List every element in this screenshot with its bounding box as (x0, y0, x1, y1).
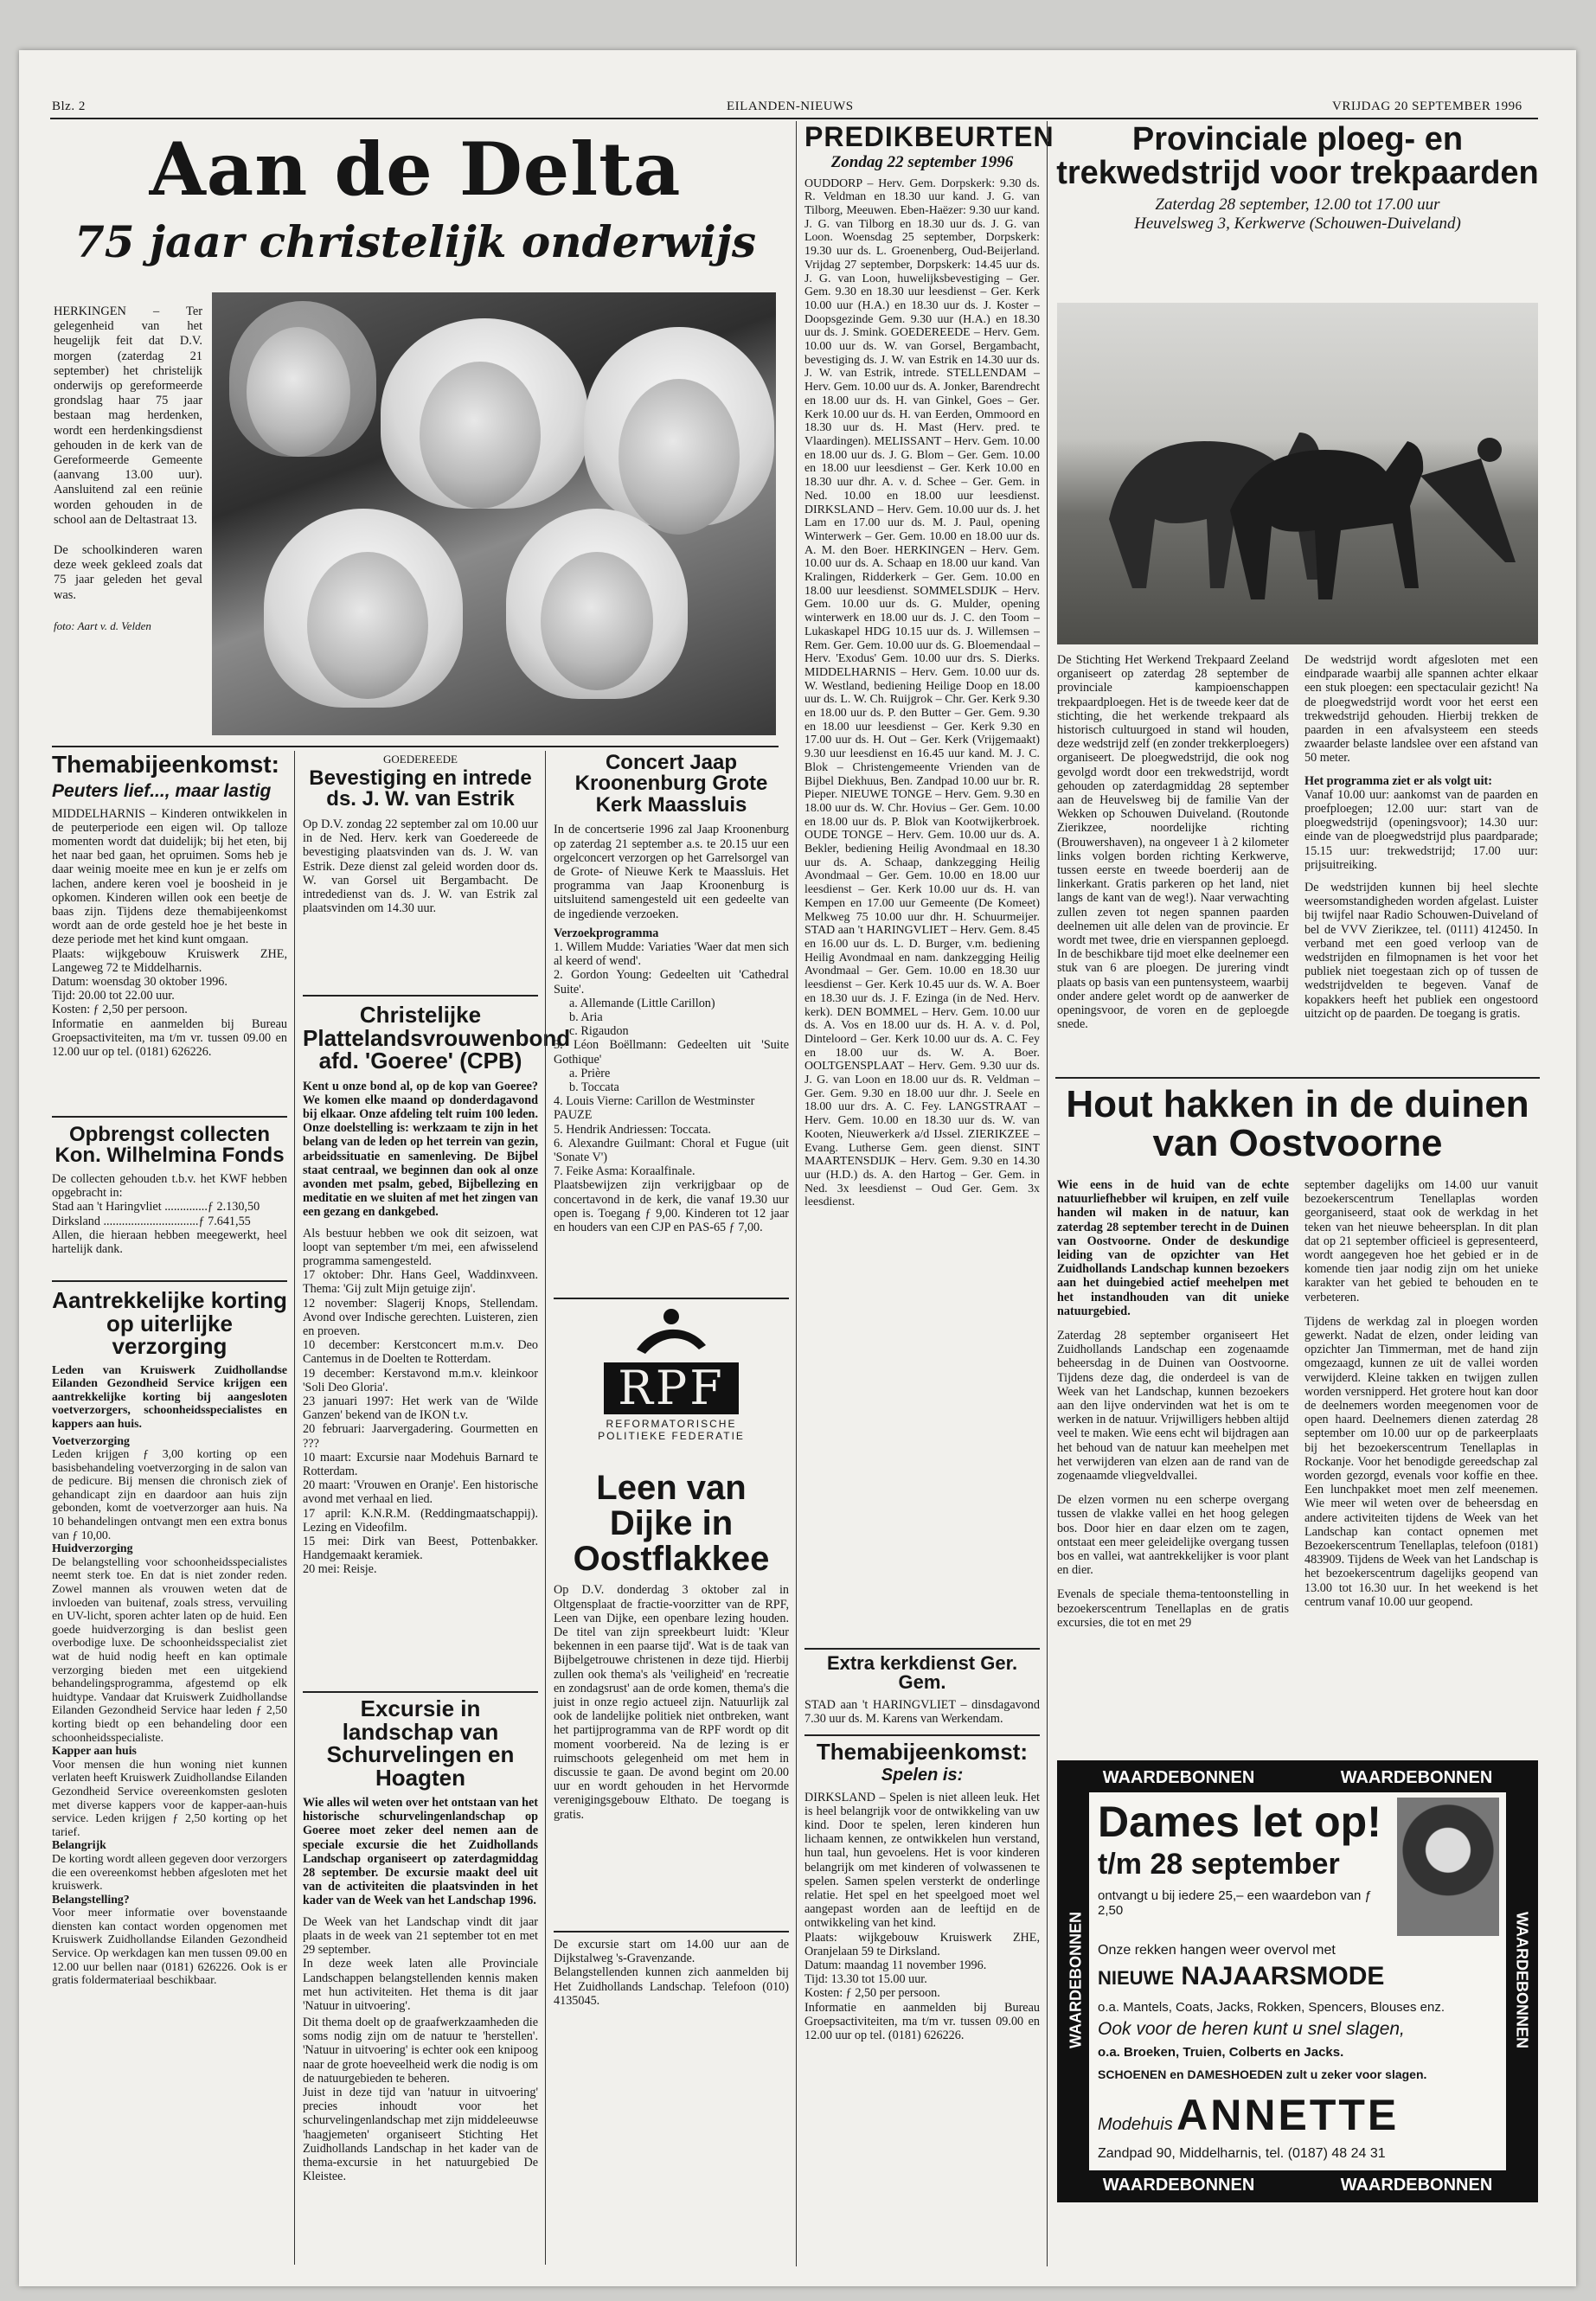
leen-body: Op D.V. donderdag 3 oktober zal in Oltgensplaat de fractie-voorzitter van de RPF, Leen van Dijke, een openbare lezing houden. De titel van zijn spreekbeurt luidt: 'Kleur bekennen in een paarse tijd'. Wat is de taak van Bijbelgetrouwe christenen in deze tijd. Hierbij zullen ook thema's als 'veiligheid' en 'recreatie en zondagsrust' aan de orde komen, thema's die juist in onze regio actueel zijn. Natuurlijk zal ook de landelijke politiek niet ontbreken, want het partijprogramma van de RPF wordt op dit moment voorbereid. Na de lezing is er ruimschoots gelegenheid om met hem in discussie te gaan. De avond begint om 20.00 uur en wordt gehouden in het Hervormde verenigingsgebouw Elthato. De toegang is gratis. (554, 1583, 789, 1822)
predikbeurten-date: Zondag 22 september 1996 (830, 152, 1014, 171)
kroonenburg-programme (554, 940, 789, 1178)
kroonenburg-programme-item: a. Allemande (Little Carillon) (569, 996, 715, 1010)
schoolchildren-photo (212, 292, 776, 735)
ad-bottom-band (1060, 2170, 1535, 2200)
photo-credit: foto: Aart v. d. Velden (54, 619, 151, 632)
thema1-article (52, 753, 287, 1059)
kroonenburg-programme-item: 2. Gordon Young: Gedeelten uit 'Cathedral Suite'. (554, 968, 789, 997)
ad-top-band (1060, 1763, 1535, 1792)
ad-line-2: Onze rekken hangen weer overvol met (1098, 1943, 1336, 1958)
thema1-datum: Datum: woensdag 30 oktober 1996. (52, 974, 228, 989)
ploeg-title: Provinciale ploeg- en trekwedstrijd voor trekpaarden (1056, 121, 1539, 191)
ad-woman-photo (1397, 1798, 1499, 1936)
rpf-logo-block (554, 1306, 789, 1462)
extra-title: Extra kerkdienst Ger. Gem. (826, 1652, 1018, 1694)
thema2-subtitle: Spelen is: (881, 1765, 964, 1785)
korting-t-belangrijk: De korting wordt alleen gegeven door verzorgers die een overeenkomst hebben afgesloten met het kruiswerk. (52, 1851, 287, 1893)
thema2-title: Themabijeenkomst: (816, 1739, 1029, 1765)
thema1-intro: MIDDELHARNIS – Kinderen ontwikkelen in de peuterperiode een eigen wil. Op talloze momenten wordt dat duidelijk; bij het eten, bij het naar bed gaan, het opruimen. Soms heb je daar weinig moeite mee en kun je er zelfs om lachen, andere keren voel je boosheid in je opkomen. Kinderen willen ook een beetje de baas zijn. Tijdens deze themabijeenkomst wordt aan de orde gesteld hoe je het beste in deze periode met het kind kunt omgaan. (52, 806, 287, 947)
hout-title: Hout hakken in de duinen van Oostvoorne (1066, 1083, 1529, 1164)
excursie-p6: Belangstellenden kunnen zich aanmelden bij Het Zuidhollands Landschap. Telefoon (010) 4135045. (554, 1965, 789, 2008)
ad-line-5: o.a. Broeken, Truien, Colberts en Jacks. (1098, 2045, 1344, 2060)
horses-ploughing-photo (1057, 303, 1538, 644)
delta-paragraph-2: De schoolkinderen waren deze week gekleed zoals dat 75 jaar geleden het geval was. (54, 543, 202, 602)
rule-c2b (303, 1691, 538, 1693)
rule-c1a (52, 1116, 287, 1118)
excursie-p5: De excursie start om 14.00 uur aan de Dijkstalweg 's-Gravenzande. (554, 1938, 789, 1966)
kroonenburg-programme-item: 5. Hendrik Andriessen: Toccata. (554, 1122, 711, 1137)
plattelands-programme-item: 23 januari 1997: Het werk van de 'Wilde Ganzen' bekend van de IKON t.v. (303, 1394, 538, 1423)
hout-p4: september dagelijks om 14.00 uur vanuit bezoekerscentrum Tenellaplas worden georganiseerd, staat ook de werkdag in het teken van het nieuwe beheersplan. In dit plan dat op 21 september officieel is gepresenteerd, wordt aangegeven hoe het gebied er in de komende tien jaar nodig zijn om het unieke karakter van het gebied te behouden en te verbeteren. (1304, 1178, 1538, 1304)
plattelands-body (303, 1080, 538, 1577)
excursie-continued-1 (303, 2016, 538, 2183)
predikbeurten-text: OUDDORP – Herv. Gem. Dorpskerk: 9.30 ds. R. Veldman en 18.30 uur kand. J. G. van Tilborg, Meeuwen. Eben-Haëzer: 9.30 uur kand. J. G. van Tilborg en 18.30 uur ds. J. G. van Loon. Woensdag 25 september, Dorpskerk: 19.30 uur ds. L. Groenenberg, Oud-Beijerland. Vrijdag 27 september, Dorpskerk: 14.45 uur ds. J. G. van Loon, huwelijksbevestiging – Ger. Gem. 9.30 en 18.30 uur leesdienst – Ger. Kerk 10.00 uur (H.A.) en 18.30 uur ds. J. Koster – Doopsgezinde Gem. 9.30 uur (H.A.) en 18.30 uur ds. J. Smink. GOEDEREEDE – Herv. Gem. 10.00 uur ds. W. van Gorsel, Bergambacht, bevestiging ds. J. W. van Estrik en 14.30 uur ds. J. W. van Estrik, intrede. STELLENDAM – Herv. Gem. 10.00 uur ds. A. Jonker, Barendrecht en 18.00 uur ds. H. van Ginkel, Goes – Ger. Kerk 10.00 uur ds. H. van Eerden, Ommoord en 18.30 uur ds. H. Mast (Herv. pred. te Vlaardingen). MELISSANT – Herv. Gem. 10.00 en 18.00 uur ds. J. G. Blom – Ger. Gem. 10.00 en 18.00 uur leesdienst – Ger. Kerk 10.00 en 18.30 uur dhr. A. v. d. Schee – Ger. Gem. in Ned. 10.00 en 18.00 uur leesdienst. DIRKSLAND – Herv. Gem. 10.00 uur ds. J. het Lam en 17.00 uur ds. M. J. Paul, opening Winterwerk – Ger. Gem. 10.00 en 18.00 uur ds. A. M. den Boer. HERKINGEN – Herv. Gem. 10.00 uur ds. A. Schaap en 18.00 uur kand. Van Kralingen, Ridderkerk – Ger. Gem. 10.00 en 18.00 uur leesdienst. SOMMELSDIJK – Herv. Gem. 10.00 uur ds. G. Mulder, opening winterwerk en 18.00 uur ds. J. C. den Toom – Lukaskapel HDG 10.15 uur ds. J. Willemsen – Rem. Ger. Gem. 10.00 uur ds. G. Bloemendaal – Herv. 'Exodus' Gem. 10.00 uur drs. S. Dierks. MIDDELHARNIS – Herv. Gem. 10.00 uur ds. W. Westland, bediening Heilige Doop en 18.00 uur ds. L. W. Ch. Ruijgrok – Chr. Ger. Kerk 9.30 en 18.00 uur ds. P. den Butter – Ger. Gem. 9.30 en 18.00 uur leesdienst – Ger. Kerk 9.30 en 17.00 uur ds. H. Out – Ger. Kerk (Vrijgemaakt) 9.30 uur leesdienst en 16.45 uur kand. M. J. C. Blok – Christengemeente Vrienden van de Bijbel Diekhuus, Ben. Zandpad 10.00 uur br. R. Pieper. NIEUWE TONGE – Herv. Gem. 9.30 en 18.00 uur ds. W. Chr. Hovius – Ger. Gem. 10.00 en 18.00 uur ds. P. Blok van Kootwijkerbroek. OUDE TONGE – Herv. Gem. 10.00 uur ds. A. Bekler, bediening Heilig Avondmaal en 18.30 uur ds. A. Schaap, dankzegging Heilig Avondmaal – Ger. Gem. 10.00 en 18.00 uur leesdienst – Ger. Kerk 10.00 uur ds. H. van Kempen en 17.00 uur Gemeente (De Komeet) Melkweg 75 10.00 uur dhr. H. Schuurmeijer. STAD aan 't HARINGVLIET – Herv. Gem. 8.45 en 16.00 uur ds. L. D. Burger, v.m. bediening Heilig Avondmaal en nam. dankzegging Heilig Avondmaal – Ger. Gem. 10.00 en 18.30 uur leesdienst – Ger. Kerk 10.45 uur ds. W. A. Boer en 18.30 uur ds. J. F. Ezinga (in de Ned. Herv. kerk). DEN BOMMEL – Herv. Gem. 10.00 uur ds. A. Vos en 18.00 uur ds. H. A. v. d. Pol, Dinteloord – Ger. Kerk 10.00 uur ds. A. C. Fey en 18.00 uur ds. W. A. Boer. OOLTGENSPLAAT – Herv. Gem. 9.30 uur ds. J. G. van Loon en 18.00 uur ds. R. Veldman – Ger. Gem. 9.30 en 18.00 uur dhr. J. Seele en 18.00 uur drs. A. C. Fey. LANGSTRAAT – Herv. Gem. 10.00 en 18.30 uur ds. W. van Kooten, Nieuwerkerk a/d IJssel. ZIERIKZEE – Evang. Lutherse Gem. geen dienst. SINT MAARTENSDIJK – Herv. Gem. 9.30 en 14.30 uur (H.D.) ds. A. den Hartog – Ger. Gem. in Ned. 3x leesdienst – Oud Ger. Gem. 3x leesdienst. (804, 176, 1040, 1209)
hout-p5: Tijdens de werkdag zal in ploegen worden gewerkt. Nadat de elzen, onder leiding van opzichter Jan Timmerman, met de hand zijn omgezaagd, kunnen ze uit de vallei worden verwijderd. Kleine takken en twijgen zullen worden versnipperd. Het grotere hout kan door de deelnemers worden meegenomen voor de open haard. Deelnemers dienen zaterdag 28 september om 10.00 uur op de parkeerplaats bij het bezoekerscentrum Tenellaplas in Rockanje. Voor het benodigde gereedschap zal worden gezorgd, evenals voor koffie en thee. Een lunchpakket moet men zelf meenemen. Wie meer wil weten over de beheersdag en andere activiteiten tijdens de Week van het Landschap kan contact opnemen met Bezoekerscentrum Tenellaplas, telefoon (0181) 483909. Tijdens de Week van het Landschap is het bezoekerscentrum dagelijks geopend van 13.00 tot 16.30 uur. In het weekend is het centrum vanaf 10.00 uur geopend. (1304, 1314, 1538, 1609)
collecten-thanks: Allen, die hieraan hebben meegewerkt, heel hartelijk dank. (52, 1227, 287, 1256)
ad-until: t/m 28 september (1098, 1848, 1340, 1881)
plattelands-programme-item: 15 mei: Dirk van Beest, Pottenbakker. Handgemaakt keramiek. (303, 1535, 538, 1563)
rule-c4b (804, 1734, 1040, 1736)
ploeg-col-2 (1304, 653, 1538, 1021)
thema1-plaats: Plaats: wijkgebouw Kruiswerk ZHE, Langeweg 72 te Middelharnis. (52, 946, 287, 975)
hout-lead: Wie eens in de huid van de echte natuurliefhebber wil kruipen, en zelf vuile handen wil maken in de natuur, kan zaterdag 28 september terecht in de Duinen van Oostvoorne. Onder de deskundige leiding van de opzichter van Het Zuidhollands Landschap kunnen bezoekers aan het duingebied actief meehelpen met het instandhouden van dit unieke natuurgebied. (1057, 1178, 1289, 1318)
korting-t-interesse: Voor meer informatie over bovenstaande diensten kan contact worden opgenomen met Kruiswerk Zuidhollandse Eilanden Gezondheid Service. Op werkdagen kan men tussen 09.00 en 12.00 uur bellen naar (0181) 626226. Ook is er gratis foldermateriaal beschikbaar. (52, 1906, 287, 1987)
kroonenburg-programme-item: b. Aria (569, 1010, 603, 1025)
ploeg-programme: Vanaf 10.00 uur: aankomst van de paarden en proefploegen; 12.00 uur: start van de ploegwedstrijd (openingsvoor); 14.30 uur: einde van de ploegwedstrijd plus paardparade; 15.15 uur: trekwedstrijd; 17.00 uur: prijsuitreiking. (1304, 787, 1538, 872)
ad-najaarsmode (1098, 1962, 1504, 1991)
plattelands-programme-item: 20 mei: Reisje. (303, 1562, 377, 1577)
excursie-continued-2 (554, 1938, 789, 2008)
ad-line-1: ontvangt u bij iedere 25,– een waardebon van ƒ 2,50 (1098, 1888, 1372, 1918)
kroonenburg-programme-item: 6. Alexandre Guilmant: Choral et Fugue (uit 'Sonate V') (554, 1136, 789, 1165)
kroonenburg-body (554, 823, 789, 1234)
plattelands-programme-item: 17 april: K.N.R.M. (Reddingmaatschappij). Lezing en Videofilm. (303, 1506, 538, 1535)
thema1-subtitle: Peuters lief..., maar lastig (52, 780, 272, 801)
kroonenburg-article (554, 753, 789, 1234)
paper-name: EILANDEN-NIEUWS (727, 99, 854, 113)
kroonenburg-programme-item: a. Prière (569, 1066, 611, 1080)
thema1-tijd: Tijd: 20.00 tot 22.00 uur. (52, 989, 175, 1003)
header-rule (50, 118, 1538, 119)
estrik-body: Op D.V. zondag 22 september zal om 10.00 uur in de Ned. Herv. kerk van Goedereede de bevestiging plaatsvinden van ds. J. W. van Estrik. Deze dienst zal geleid worden door ds. W. van Gorsel uit Bergambacht. De intrededienst van ds. J. W. van Estrik zal plaatsvinden om 14.30 uur. (303, 817, 538, 916)
ad-line-6: SCHOENEN en DAMESHOEDEN zult u zeker voor slagen. (1098, 2067, 1427, 2081)
collecten-article (52, 1125, 287, 1256)
delta-subtitle: 75 jaar christelijk onderwijs (74, 216, 757, 267)
korting-t-voet: Leden krijgen ƒ 3,00 korting op een basisbehandeling voetverzorging in de salon van de pedicure. Bij mensen die chronisch ziek of gehandicapt zijn en daardoor aan huis zijn gebonden, komt de voetverzorger aan huis. Na 10 behandelingen ontvangt men een extra bonus van ƒ 10,00. (52, 1447, 287, 1541)
kroonenburg-programme-item: 7. Feike Asma: Koraalfinale. (554, 1164, 695, 1179)
thema1-title: Themabijeenkomst: (52, 751, 279, 778)
thema1-kosten: Kosten: ƒ 2,50 per persoon. (52, 1003, 188, 1017)
plattelands-article (303, 1002, 571, 1577)
excursie-lead: Wie alles wil weten over het ontstaan van het historische schurvelingenlandschap op Goeree moet zeker deel nemen aan de speciale excursie die het Zuidhollands Landschap organiseert op zaterdagmiddag 28 september. De excursie maakt deel uit van de activiteiten die plaatsvinden in het kader van de Week van het Landschap 1996. (303, 1796, 538, 1908)
extra-article (804, 1654, 1040, 1726)
rule-c4a (804, 1648, 1040, 1650)
excursie-p1: De Week van het Landschap vindt dit jaar plaats in de week van 21 september tot en met 29 september. (303, 1914, 538, 1958)
col-rule-2 (545, 751, 546, 2265)
horses-icon (1057, 303, 1538, 644)
rpf-line-1: REFORMATORISCHE (606, 1418, 737, 1430)
thema2-info: Informatie en aanmelden bij Bureau Groepsactiviteiten, ma t/m vr. tussen 09.00 en 12.00 uur op tel. (0181) 626226. (804, 2000, 1040, 2042)
leen-article (554, 1471, 789, 1822)
predikbeurten-article (804, 121, 1054, 1209)
ad-band-label: WAARDEBONNEN (1102, 1768, 1255, 1787)
ad-nieuwe: NIEUWE (1098, 1967, 1174, 1989)
ploeg-programme-heading: Het programma ziet er als volgt uit: (1304, 773, 1492, 788)
kroonenburg-programme-item: c. Rigaudon (569, 1024, 629, 1039)
ad-band-label: WAARDEBONNEN (1340, 2176, 1493, 2195)
korting-h-interesse: Belangstelling? (52, 1892, 130, 1906)
collecten-intro: De collecten gehouden t.b.v. het KWF hebben opgebracht in: (52, 1171, 287, 1201)
hout-p2: De elzen vormen nu een scherpe overgang tussen de vlakke vallei en het hoog gelegen bos. Door hier en daar elzen om te zagen, ontstaat een meer geleidelijke overgang tussen bos en vallei, wat aantrekkelijker is voor plant en dier. (1057, 1493, 1289, 1578)
delta-text (54, 304, 202, 633)
korting-t-huid: De belangstelling voor schoonheidsspecialistes neemt sterk toe. En dat is niet zonder reden. Zowel mannen als vrouwen weten dat de invloeden van buitenaf, zoals stress, vervuiling en UV-licht, sporen achter laten op de huid. Een goede huidverzorging is dan beslist geen overbodige luxe. De schoonheidsspecialist ziet wat de huid nodig heeft en kan optimale verzorging bieden met een uitgekiend behandelingsprogramma, afgestemd op elk huidtype. Vandaar dat Kruiswerk Zuidhollandse Eilanden Gezondheid Service haar leden ƒ 2,50 korting biedt op een behandeling door een schoonheidsspecialiste. (52, 1554, 287, 1744)
estrik-title: Bevestiging en intrede ds. J. W. van Estrik (309, 766, 532, 811)
plattelands-programme-item: 19 december: Kerstavond m.m.v. kleinkoor 'Soli Deo Gloria'. (303, 1366, 538, 1394)
korting-h-huid: Huidverzorging (52, 1541, 133, 1555)
kroonenburg-programme-item: PAUZE (554, 1108, 593, 1123)
plattelands-programme-item: 20 maart: 'Vrouwen en Oranje'. Een historische avond met verhaal en lied. (303, 1478, 538, 1507)
plattelands-lead: Kent u onze bond al, op de kop van Goeree? We komen elke maand op donderdagavond bij elkaar. Onze afdeling telt ruim 100 leden. Onze doelstelling is: werkzaam te zijn in het belang van de leden op het terrein van gezin, arbeidssituatie en samenleving. De Bijbel staat centraal, we beginnen dan ook al onze avonden met psalm, gebed, Bijbellezing en meditatie en we sluiten af met het zingen van een gezang en dankgebed. (303, 1079, 538, 1220)
ad-brand (1098, 2090, 1504, 2140)
ad-left-band (1060, 1792, 1089, 2170)
issue-date: VRIJDAG 20 SEPTEMBER 1996 (1332, 99, 1522, 113)
hout-p3: Evenals de speciale thema-tentoonstelling in bezoekerscentrum Tenellaplas en de gratis excursies, die tot en met 29 (1057, 1587, 1289, 1630)
kroonenburg-title: Concert Jaap Kroonenburg Grote Kerk Maassluis (574, 751, 768, 817)
thema2-plaats: Plaats: wijkgebouw Kruiswerk ZHE, Oranjelaan 59 te Dirksland. (804, 1930, 1040, 1958)
korting-body (52, 1363, 287, 1987)
rule-c1b (52, 1280, 287, 1282)
ad-headline: Dames let op! (1098, 1798, 1381, 1846)
ploeg-col-1: De Stichting Het Werkend Trekpaard Zeeland organiseert op zaterdag 28 september de provinciale kampioenschappen trekpaardploegen. Het is de tweede keer dat de stichting, die het werkende trekpaard als historisch cultuurgoed in stand wil houden, deze wedstrijd zelf (en zonder trekkerploegers) organiseert. De ploegwedstrijd, die ook nog gevolgd wordt door een trekwedstrijd, wordt gehouden op zaterdagmiddag 28 september aan de Heuvelsweg bij de familie Van der Wekken op Schouwen Duiveland. (Routonde Zierikzee, noordelijke richting (Brouwershaven), na ongeveer 1 à 2 kilometer links volgen borden richting Kerkwerve, tussen eerste en tweede boerderij aan de linkerkant. Gratis parkeren op het land, niet langs de kant van de weg!). Naar verwachting zullen zeven tot negen spannen paarden deelnemen uit alle delen van de provincie. Er wordt met twee, drie en vierspannen geploegd. In de beschikbare tijd moet elke deelnemer een stuk van 6 are ploegen. De jurering vindt plaats op basis van een puntensysteem, waarbij onder andere gelet wordt op de aanwerker de openingsvoor, de voren en de geploegde snede. (1057, 653, 1289, 1032)
rule-c2a (303, 995, 538, 997)
col-rule-3 (796, 121, 797, 2266)
kroonenburg-programme-item: 1. Willem Mudde: Variaties 'Waer dat men sich al keerd of wend'. (554, 940, 789, 969)
ad-najaar: NAJAARSMODE (1181, 1962, 1385, 1990)
thema2-intro: DIRKSLAND – Spelen is niet alleen leuk. Het is heel belangrijk voor de ontwikkeling van uw kind. Door te spelen, leren kinderen hun lichaam kennen, ze ontwikkelen hun verstand, hun taal, hun gevoelens. Het is voor kinderen belangrijk om met kinderen of volwassenen te spelen. Samen spelen versterkt de onderlinge relatie. Het spel en het speelgoed moet wel aangepast worden aan de leeftijd en de ontwikkeling van het kind. (804, 1790, 1040, 1931)
page-number: Blz. 2 (52, 99, 86, 113)
korting-h-voet: Voetverzorging (52, 1433, 130, 1447)
leen-title: Leen van Dijke in Oostflakkee (573, 1469, 770, 1578)
ad-line-3: o.a. Mantels, Coats, Jacks, Rokken, Spencers, Blouses enz. (1098, 2000, 1445, 2015)
plattelands-programme-item: 20 februari: Jaarvergadering. Gourmetten en ??? (303, 1422, 538, 1451)
col-rule-4 (1047, 121, 1048, 2266)
plattelands-programme-item: 17 oktober: Dhr. Hans Geel, Waddinxveen. Thema: 'Gij zult Mijn getuige zijn'. (303, 1268, 538, 1297)
hout-col-1 (1057, 1178, 1289, 1630)
ploeg-col2-intro: De wedstrijd wordt afgesloten met een eindparade waarbij alle spannen achter elkaar een stuk ploegen: een spectaculair gezicht! Na de ploegwedstrijd wordt voor het eerst een trekwedstrijd gehouden. Hierbij trekken de paarden in een afvalsysteem een steeds zwaarder belaste landslee over een afstand van 50 meter. (1304, 653, 1538, 766)
thema2-tijd: Tijd: 13.30 tot 15.00 uur. (804, 1972, 927, 1987)
kroonenburg-intro: In de concertserie 1996 zal Jaap Kroonenburg op zaterdag 21 september a.s. te 20.15 uur een orgelconcert verzorgen op het Garrelsorgel van de Grote- of Nieuwe Kerk te Maassluis. Het programma van Jaap Kroonenburg is uitsluitend samengesteld uit een gedeelte van de ingediende verzoeken. (554, 823, 789, 921)
delta-paragraph-1: HERKINGEN – Ter gelegenheid van het heugelijk feit dat D.V. morgen (zaterdag 21 september) het christelijk onderwijs op gereformeerde grondslag haar 75 jaar bestaan mag herdenken, wordt een herdenkingsdienst gehouden in de kerk van de Gereformeerde Gemeente (aanvang 13.00 uur). Aansluitend zal een reünie worden gehouden in de school aan de Deltastraat 13. (54, 304, 202, 527)
extra-body: STAD aan 't HARINGVLIET – dinsdagavond 7.30 uur ds. M. Karens van Werkendam. (804, 1697, 1040, 1727)
ad-band-label: WAARDEBONNEN (1067, 1912, 1085, 2049)
excursie-p4: Juist in deze tijd van 'natuur in uitvoering' precies inhoudt voor het schurvelingenlandschap met zijn middeleeuwse 'haagjemeten' organiseert Stichting Het Zuidhollands Landschap in het kader van de thema-excursie in het natuurgebied De Kleistee. (303, 2086, 538, 2184)
rule-c3b (554, 1931, 789, 1932)
ploeg-date: Zaterdag 28 september, 12.00 tot 17.00 uur (1155, 195, 1440, 214)
korting-article (52, 1289, 287, 1987)
hout-p1: Zaterdag 28 september organiseert Het Zuidhollands Landschap een zogenaamde beheersdag in de Duinen van Oostvoorne. Tijdens deze dag, die onderdeel is van de Week van het Landschap, kunnen bezoekers aan den lijve ondervinden wat het is om te werken in de natuur. Vrijwilligers hebben altijd veel te maken. Wie eens echt wil bijdragen aan het behoud van de natuur kan meehelpen met het verwijderen van elzen aan de rand van de zogenaamde vliegveldvallei. (1057, 1329, 1289, 1484)
thema1-info: Informatie en aanmelden bij Bureau Groepsactiviteiten, ma t/m vr. tussen 09.00 en 12.00 uur op tel. (0181) 626226. (52, 1016, 287, 1059)
rule-right-a (1055, 1077, 1540, 1079)
thema2-kosten: Kosten: ƒ 2,50 per persoon. (804, 1986, 940, 2001)
ad-address: Zandpad 90, Middelharnis, tel. (0187) 48 24 31 (1098, 2146, 1386, 2161)
ad-band-label: WAARDEBONNEN (1102, 2176, 1255, 2195)
ad-line-4: Ook voor de heren kunt u snel slagen, (1098, 2019, 1405, 2039)
kroonenburg-programme-item: 3. Léon Boëllmann: Gedeelten uit 'Suite Gothique' (554, 1038, 789, 1067)
estrik-kicker: GOEDEREEDE (383, 753, 458, 766)
predikbeurten-title: PREDIKBEURTEN (804, 121, 1054, 152)
rule-delta (52, 746, 779, 747)
delta-title: Aan de Delta (149, 126, 682, 212)
ad-band-label: WAARDEBONNEN (1513, 1911, 1531, 2048)
plattelands-programme-item: 12 november: Slagerij Knops, Stellendam. Avond over Indische gerechten. Luisteren, zien en proeven. (303, 1296, 538, 1338)
ad-modehuis: Modehuis (1098, 2115, 1173, 2134)
kroonenburg-prog-heading: Verzoekprogramma (554, 926, 659, 940)
kroonenburg-programme-item: b. Toccata (569, 1080, 619, 1095)
plattelands-intro: Als bestuur hebben we ook dit seizoen, wat loopt van september t/m mei, een afwisselend programma samengesteld. (303, 1226, 538, 1268)
korting-t-kapper: Voor mensen die hun woning niet kunnen verlaten heeft Kruiswerk Zuidhollandse Eilanden Gezondheid Service overeenkomsten gesloten met diverse kappers voor de kapper-aan-huis service. Leden krijgen ƒ 2,50 korting op het tarief. (52, 1757, 288, 1838)
korting-h-belangrijk: Belangrijk (52, 1838, 106, 1852)
thema1-body (52, 807, 287, 1060)
excursie-body (303, 1796, 538, 2013)
plattelands-programme (303, 1268, 538, 1576)
excursie-p3: Dit thema doelt op de graafwerkzaamheden die soms nodig zijn om de natuur te 'herstellen'. 'Natuur in uitvoering' is echter ook een knipoog naar de grote hoeveelheid werk die nodig is om de natuurgebieden te beheren. (303, 2016, 538, 2086)
hout-article (1055, 1083, 1540, 1164)
collecten-body (52, 1172, 287, 1256)
rule-c3a (554, 1298, 789, 1299)
rpf-figure-icon (619, 1306, 723, 1358)
hout-col-2 (1304, 1178, 1538, 1609)
annette-advertisement (1057, 1760, 1538, 2202)
rpf-line-2: POLITIEKE FEDERATIE (598, 1430, 745, 1442)
rpf-logo-text: RPF (604, 1362, 738, 1414)
excursie-p2: In deze week laten alle Provinciale Landschappen belangstellenden kennis maken met hun activiteiten. Het thema is dit jaar 'Natuur in uitvoering'. (303, 1957, 538, 2013)
korting-h-kapper: Kapper aan huis (52, 1744, 137, 1758)
ad-right-band (1506, 1792, 1535, 2170)
thema2-article (804, 1740, 1040, 2042)
excursie-article (303, 1697, 538, 2013)
thema2-body (804, 1791, 1040, 2043)
ploeg-article (1055, 123, 1540, 234)
collecten-title: Opbrengst collecten Kon. Wilhelmina Fonds (54, 1123, 285, 1168)
plattelands-title: Christelijke Plattelandsvrouwenbond afd. 'Goeree' (CPB) (303, 1002, 571, 1074)
ad-band-label: WAARDEBONNEN (1340, 1768, 1493, 1787)
korting-title: Aantrekkelijke korting op uiterlijke verzorging (52, 1287, 287, 1360)
kroonenburg-programme-item: 4. Louis Vierne: Carillon de Westminster (554, 1094, 755, 1109)
collecten-row-stad: Stad aan 't Haringvliet ..............ƒ 2.130,50 (52, 1200, 260, 1215)
kroonenburg-tail: Plaatsbewijzen zijn verkrijgbaar op de concertavond in de kerk, die vanaf 19.30 uur open is. Toegang ƒ 9,00. Kinderen tot 12 jaar en houders van een CJP en PAS-65 ƒ 7,00. (554, 1178, 789, 1235)
plattelands-programme-item: 10 maart: Excursie naar Modehuis Barnard te Rotterdam. (303, 1450, 538, 1479)
estrik-article (303, 753, 538, 915)
plattelands-programme-item: 10 december: Kerstconcert m.m.v. Deo Cantemus in de Doelten te Rotterdam. (303, 1338, 538, 1367)
ploeg-location: Heuvelsweg 3, Kerkwerve (Schouwen-Duiveland) (1134, 214, 1461, 233)
collecten-row-dirksland: Dirksland ...............................ƒ 7.641,55 (52, 1214, 251, 1228)
ploeg-col2-closing: De wedstrijden kunnen bij heel slechte weersomstandigheden worden afgelast. Luister bij twijfel naar Radio Schouwen-Duiveland of bel de VVV Zierikzee, tel. (0111) 412450. In verband met een goed verloop van de wedstrijden en filmopnamen is het voor het publiek niet toegestaan zich op of tussen de wedstrijdvelden te begeven. Vanaf de kopakkers heeft het publiek een ongestoord uitzicht op de paarden. De toegang is gratis. (1304, 881, 1538, 1021)
ad-shop-name: ANNETTE (1176, 2091, 1400, 2139)
col-rule-1 (294, 751, 295, 2265)
excursie-title: Excursie in landschap van Schurvelingen en Hoagten (326, 1695, 515, 1791)
korting-lead: Leden van Kruiswerk Zuidhollandse Eilanden Gezondheid Service krijgen een aantrekkelijke korting bij aangesloten voetverzorgers, schoonheidsspecialistes en kappers aan huis. (52, 1362, 287, 1430)
thema2-datum: Datum: maandag 11 november 1996. (804, 1958, 987, 1972)
